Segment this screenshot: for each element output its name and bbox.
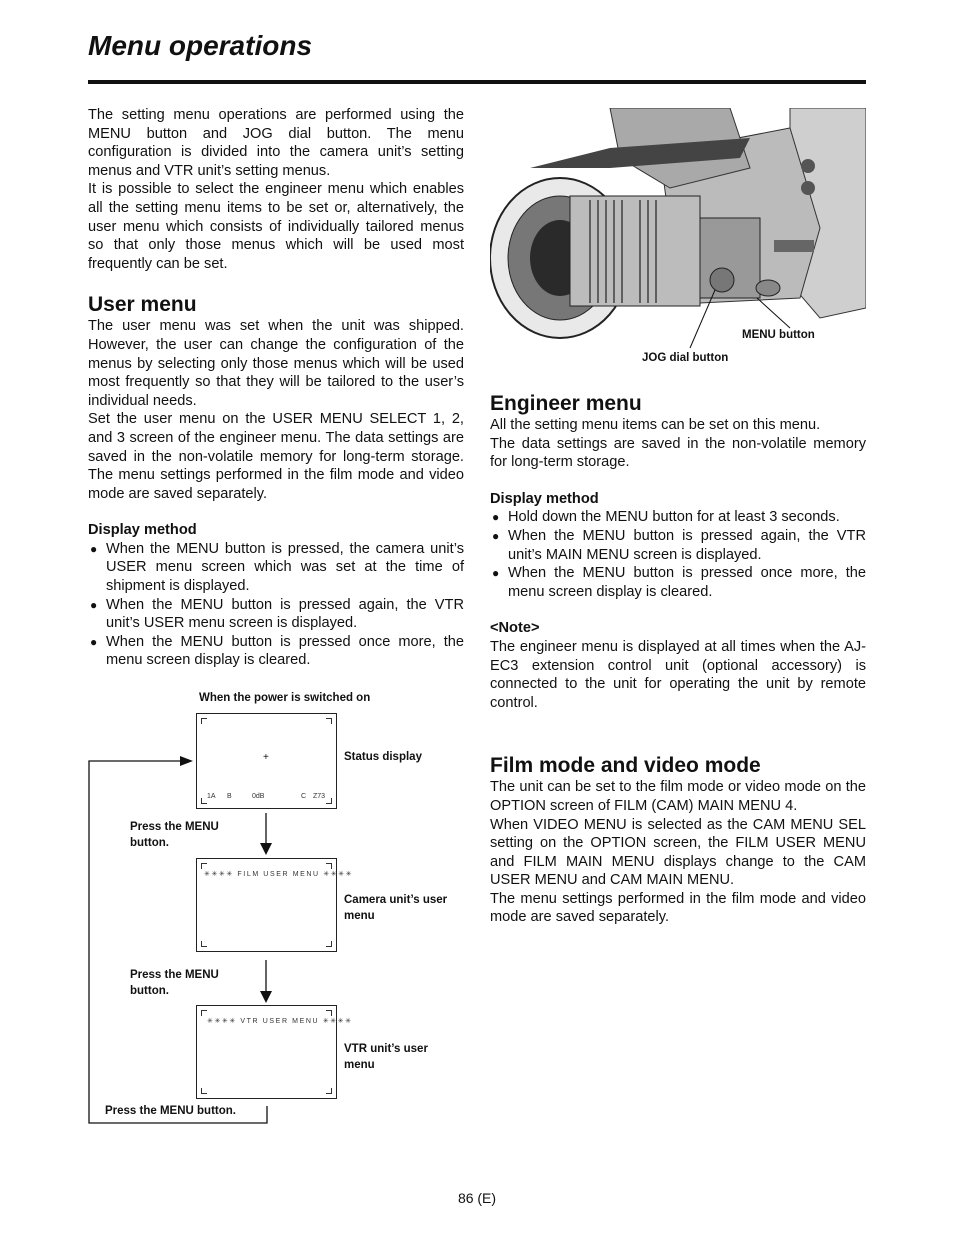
engineer-menu-paragraph-2: The data settings are saved in the non-volatile memory for long-term storage. [490,435,866,471]
down-arrow-icon [260,843,272,855]
down-arrow-icon [260,991,272,1003]
camera-user-menu-label: Camera unit’s user menu [344,894,448,922]
list-item: ● When the MENU button is pressed, the camera unit’s USER menu screen which was set at the time of shipment is displayed. [88,540,464,596]
film-mode-heading: Film mode and video mode [490,754,761,778]
note-text: The engineer menu is displayed at all times when the AJ-EC3 extension control unit (optional accessory) is connected to the unit for operating the unit by remote control. [490,638,866,711]
intro-paragraph-1: The setting menu operations are performed using the MENU button and JOG dial button. The menu configuration is divided into the camera unit’s setting menus and VTR unit’s setting menus. [88,107,464,179]
right-arrow-icon [180,756,193,766]
user-menu-paragraph-1: The user menu was set when the unit was shipped. However, the user can change the configuration of the menus by selecting only those menus which will be used most frequently so that they will be tailored to the user’s individual needs. [88,318,464,409]
engineer-display-method-heading: Display method [490,490,599,507]
status-item: Z73 [313,793,326,800]
user-display-method-heading: Display method [88,522,197,539]
list-item: ● When the MENU button is pressed again, the VTR unit’s USER menu screen is displayed. [88,596,464,633]
menu-button-label: MENU button [742,329,815,341]
press-menu-label-3: Press the MENU button. [105,1105,236,1117]
press-menu-label-1: Press the MENU button. [130,821,219,849]
status-item: 0dB [252,793,265,800]
engineer-display-method-list [490,508,866,601]
note-heading: <Note> [490,620,540,637]
power-on-label: When the power is switched on [199,692,371,704]
screen-title: ✳✳✳✳ FILM USER MENU ✳✳✳✳ [204,871,354,878]
list-item: ● When the MENU button is pressed once more, the menu screen display is cleared. [490,564,866,601]
jog-dial-button-label: JOG dial button [642,352,729,364]
status-item: C [301,793,307,800]
film-mode-paragraph-3: The menu settings performed in the film mode and video mode are saved separately. [490,890,866,926]
page-title: Menu operations [88,30,313,61]
vtr-user-menu-label: VTR unit’s user menu [344,1043,428,1071]
status-item: B [227,793,232,800]
status-item: 1A [207,793,216,800]
film-mode-paragraph-1: The unit can be set to the film mode or video mode on the OPTION screen of FILM (CAM) MAIN MENU 4. [490,779,866,814]
user-menu-paragraph-2: Set the user menu on the USER MENU SELECT 1, 2, and 3 screen of the engineer menu. The data settings are saved in the non-volatile memory for long-term storage. The menu settings performed in the film mode and video mode are saved separately. [88,411,464,502]
status-display-label: Status display [344,751,422,763]
press-menu-label-2: Press the MENU button. [130,969,219,997]
right-column [490,392,866,927]
list-item: ● When the MENU button is pressed again, the VTR unit’s MAIN MENU screen is displayed. [490,527,866,564]
list-item: ● Hold down the MENU button for at least 3 seconds. [490,508,866,527]
film-mode-paragraph-2: When VIDEO MENU is selected as the CAM MENU SEL setting on the OPTION screen, the FILM USER MENU and FILM MAIN MENU displays change to the CAM USER MENU and CAM MAIN MENU. [490,816,866,889]
screen-title: ✳✳✳✳ VTR USER MENU ✳✳✳✳ [207,1018,353,1025]
list-item: ● When the MENU button is pressed once more, the menu screen display is cleared. [88,633,464,670]
center-marker-icon: + [263,752,269,763]
page-number: 86 (E) [457,1190,497,1206]
user-menu-heading: User menu [88,293,197,317]
intro-paragraph-2: It is possible to select the engineer menu which enables all the setting menu items to be set or, alternatively, the user menu which consists of individually tailored menus so that only those menus which will be used most frequently can be set. [88,181,464,272]
engineer-menu-paragraph-1: All the setting menu items can be set on this menu. [490,417,821,433]
engineer-menu-heading: Engineer menu [490,392,642,415]
